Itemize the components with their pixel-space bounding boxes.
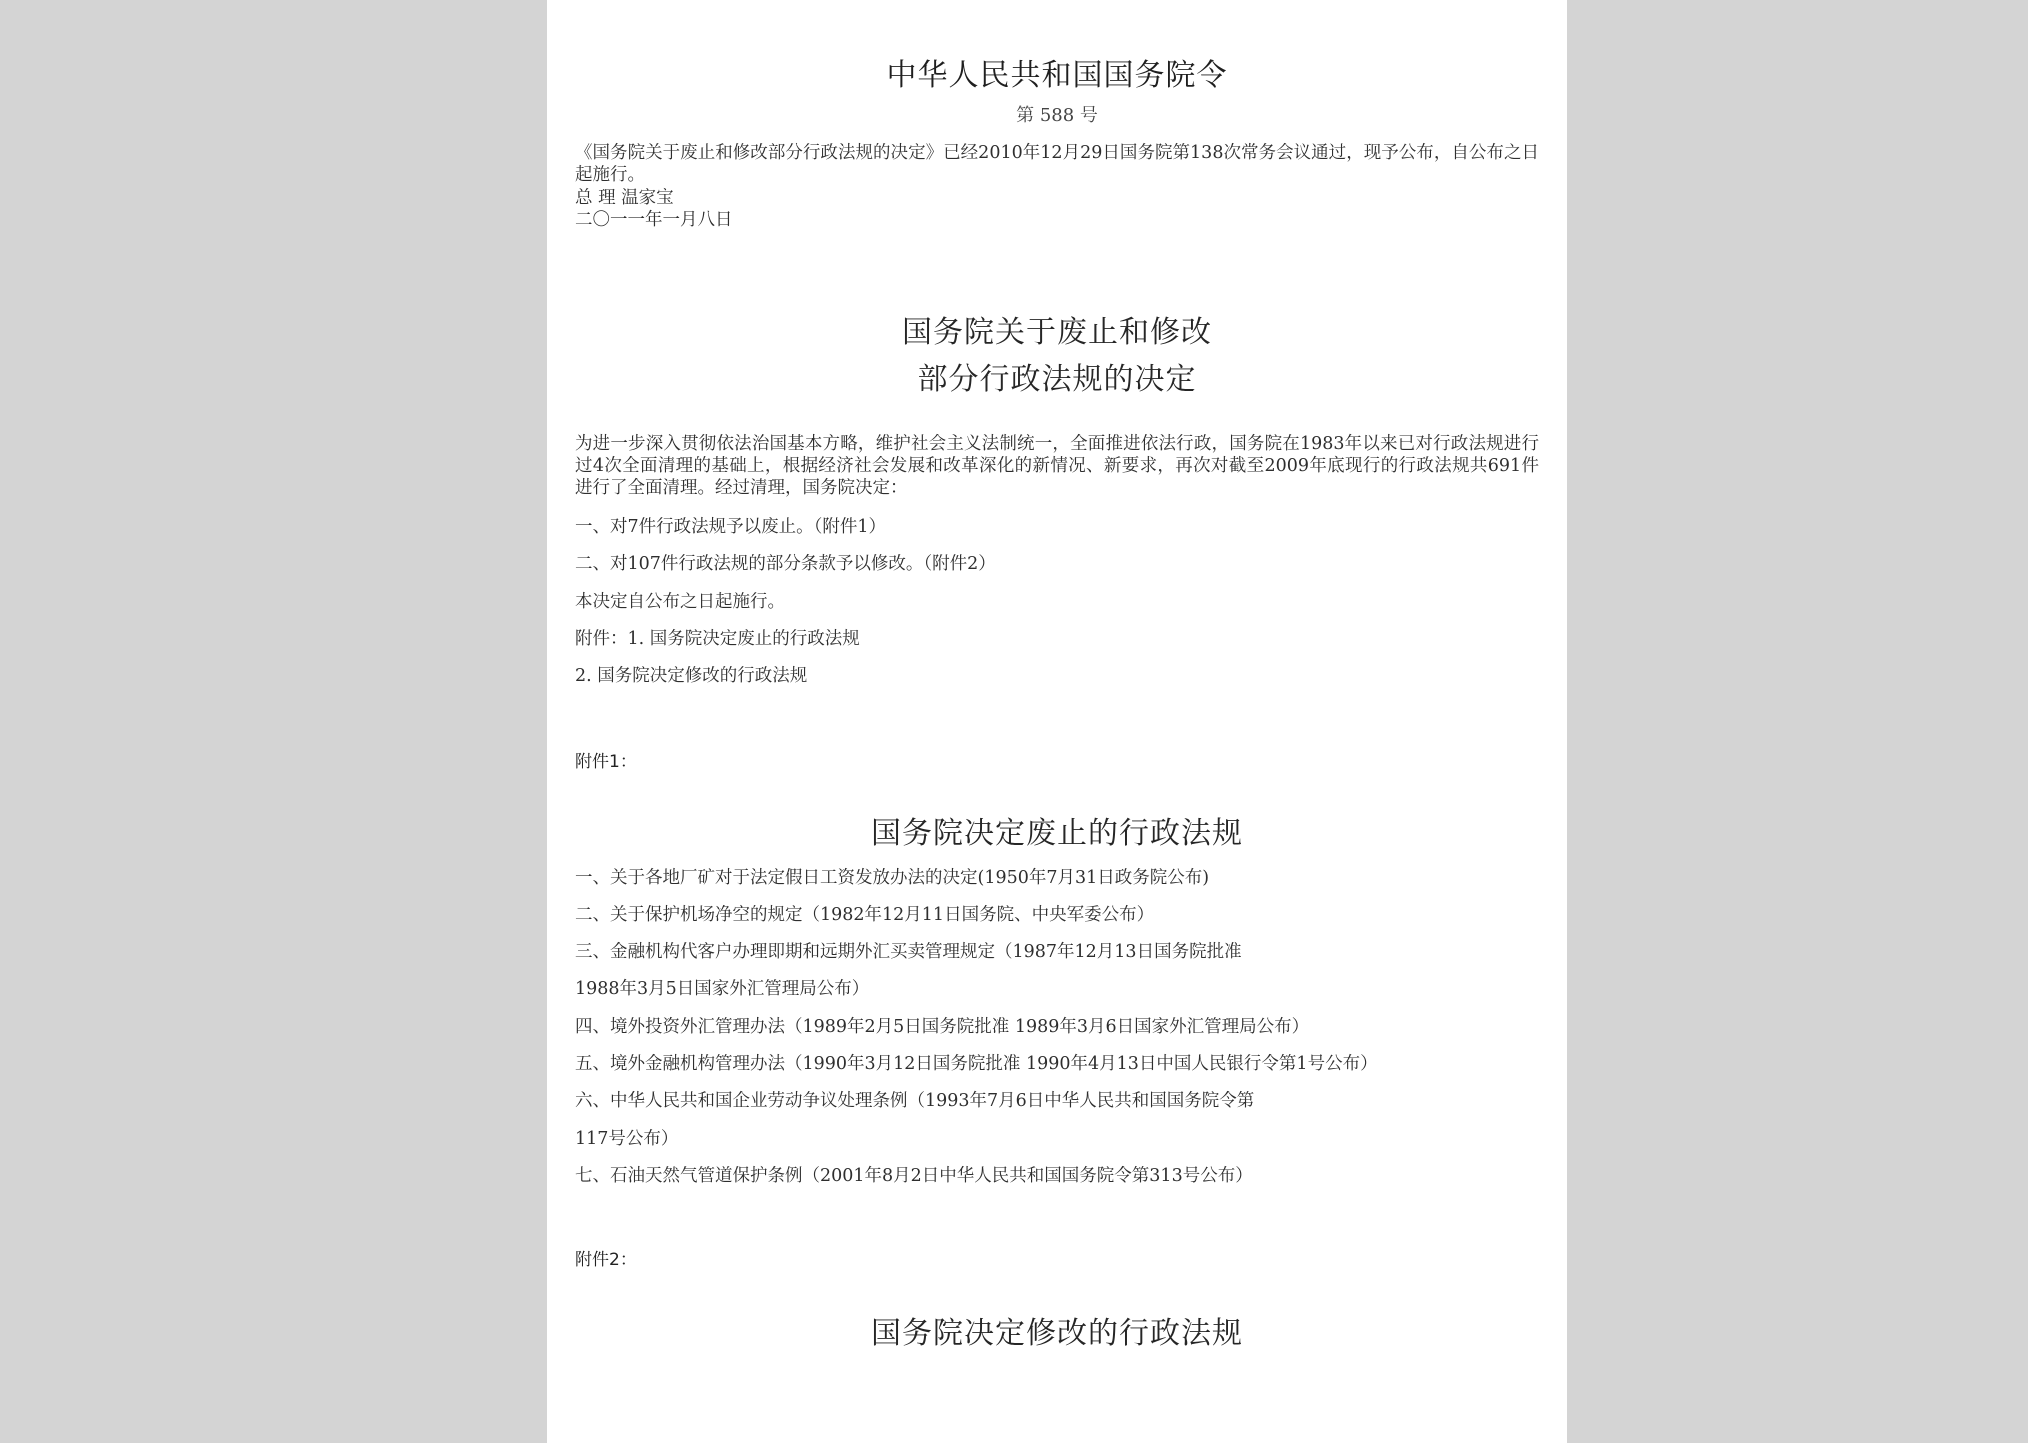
annex1-line: 三、金融机构代客户办理即期和远期外汇买卖管理规定（1987年12月13日国务院批准 bbox=[575, 942, 1242, 962]
annex1-line: 一、关于各地厂矿对于法定假日工资发放办法的决定(1950年7月31日政务院公布) bbox=[575, 868, 1210, 888]
decision-title-line1: 国务院关于废止和修改 bbox=[902, 315, 1212, 350]
attachments-line-1: 附件：1. 国务院决定废止的行政法规 bbox=[575, 629, 860, 649]
annex1-line: 七、石油天然气管道保护条例（2001年8月2日中华人民共和国国务院令第313号公布） bbox=[575, 1166, 1253, 1186]
decision-item-2: 二、对107件行政法规的部分条款予以修改。（附件2） bbox=[575, 554, 996, 574]
annex1-label: 附件1： bbox=[575, 752, 637, 772]
decision-intro: 为进一步深入贯彻依法治国基本方略，维护社会主义法制统一，全面推进依法行政，国务院在1983年以来已对行政法规进行过4次全面清理的基础上，根据经济社会发展和改革深化的新情况、新要求，再次对截至2009年底现行的行政法规共691件进行了全面清理。经过清理，国务院决定： bbox=[575, 434, 1539, 498]
decision-item-1: 一、对7件行政法规予以废止。（附件1） bbox=[575, 517, 887, 537]
decision-effective: 本决定自公布之日起施行。 bbox=[575, 592, 785, 612]
annex2-label: 附件2： bbox=[575, 1250, 637, 1270]
signatory: 总 理 温家宝 bbox=[575, 188, 674, 208]
annex1-line: 二、关于保护机场净空的规定（1982年12月11日国务院、中央军委公布） bbox=[575, 905, 1155, 925]
document-page bbox=[547, 0, 1567, 1443]
annex2-title: 国务院决定修改的行政法规 bbox=[871, 1316, 1243, 1351]
attachments-line-2: 2. 国务院决定修改的行政法规 bbox=[575, 666, 808, 686]
order-title: 中华人民共和国国务院令 bbox=[886, 58, 1228, 93]
annex1-title: 国务院决定废止的行政法规 bbox=[871, 816, 1243, 851]
annex1-line: 五、境外金融机构管理办法（1990年3月12日国务院批准 1990年4月13日中国人民银行令第1号公布） bbox=[575, 1054, 1378, 1074]
order-date: 二〇一一年一月八日 bbox=[575, 210, 733, 230]
annex1-line: 六、中华人民共和国企业劳动争议处理条例（1993年7月6日中华人民共和国国务院令第 bbox=[575, 1091, 1255, 1111]
decision-title-line2: 部分行政法规的决定 bbox=[917, 362, 1197, 397]
order-text: 《国务院关于废止和修改部分行政法规的决定》已经2010年12月29日国务院第138次常务会议通过，现予公布，自公布之日起施行。 bbox=[575, 143, 1539, 185]
annex1-line: 117号公布） bbox=[575, 1129, 679, 1149]
order-number: 第 588 号 bbox=[1016, 105, 1098, 126]
annex1-line: 1988年3月5日国家外汇管理局公布） bbox=[575, 979, 870, 999]
annex1-line: 四、境外投资外汇管理办法（1989年2月5日国务院批准 1989年3月6日国家外汇管理局公布） bbox=[575, 1017, 1310, 1037]
